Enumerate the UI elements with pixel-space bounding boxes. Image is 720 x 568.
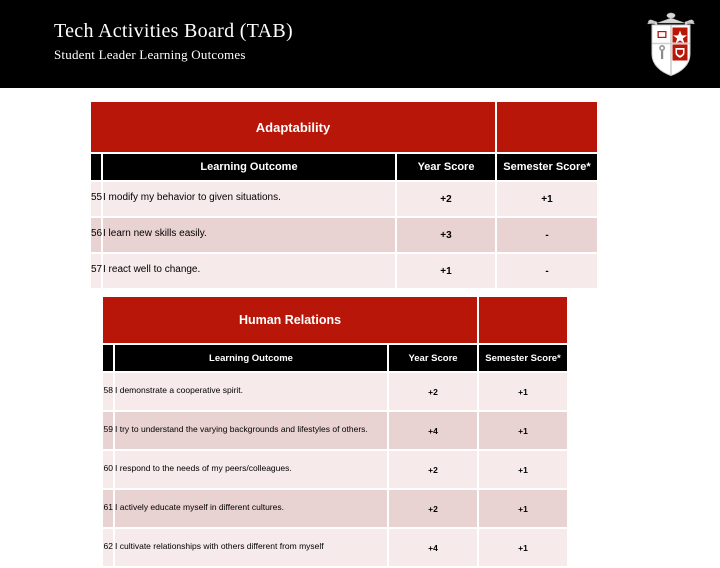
table-adaptability	[89, 100, 599, 290]
page-title: Tech Activities Board (TAB)	[54, 20, 293, 42]
table-row	[91, 182, 597, 216]
table-header-row	[91, 154, 597, 180]
column-header-outcome: Learning Outcome	[103, 154, 395, 180]
row-number: 56	[91, 218, 101, 252]
row-outcome-text: I cultivate relationships with others different from myself	[115, 529, 387, 566]
row-year-score: +4	[389, 412, 477, 449]
table-row	[91, 254, 597, 288]
row-semester-score: -	[497, 218, 597, 252]
table-row	[103, 451, 567, 488]
table-row	[91, 218, 597, 252]
row-number: 55	[91, 182, 101, 216]
table-row	[103, 529, 567, 566]
header-banner	[0, 0, 720, 88]
row-number: 58	[103, 373, 113, 410]
university-crest-icon	[645, 10, 697, 78]
page-subtitle: Student Leader Learning Outcomes	[54, 47, 246, 62]
table-title-row	[91, 102, 597, 152]
row-year-score: +1	[397, 254, 495, 288]
row-outcome-text: I respond to the needs of my peers/colleagues.	[115, 451, 387, 488]
row-year-score: +2	[397, 182, 495, 216]
row-outcome-text: I try to understand the varying backgrounds and lifestyles of others.	[115, 412, 387, 449]
column-header-semester-score: Semester Score*	[497, 154, 597, 180]
row-semester-score: +1	[497, 182, 597, 216]
row-outcome-text: I learn new skills easily.	[103, 218, 395, 252]
column-header-outcome: Learning Outcome	[115, 345, 387, 371]
row-semester-score: +1	[479, 490, 567, 527]
row-semester-score: -	[497, 254, 597, 288]
row-outcome-text: I demonstrate a cooperative spirit.	[115, 373, 387, 410]
table-row	[103, 412, 567, 449]
row-number: 60	[103, 451, 113, 488]
row-number: 62	[103, 529, 113, 566]
table-header-row	[103, 345, 567, 371]
row-semester-score: +1	[479, 412, 567, 449]
table-title: Adaptability	[91, 102, 495, 152]
row-outcome-text: I react well to change.	[103, 254, 395, 288]
column-header-year-score: Year Score	[397, 154, 495, 180]
table-title: Human Relations	[103, 297, 477, 343]
table-row	[103, 373, 567, 410]
row-year-score: +2	[389, 490, 477, 527]
column-header-year-score: Year Score	[389, 345, 477, 371]
row-year-score: +2	[389, 373, 477, 410]
row-semester-score: +1	[479, 373, 567, 410]
table-title-row	[103, 297, 567, 343]
table-title-spacer	[497, 102, 597, 152]
row-year-score: +4	[389, 529, 477, 566]
table-row	[103, 490, 567, 527]
column-header-number	[103, 345, 113, 371]
row-outcome-text: I modify my behavior to given situations.	[103, 182, 395, 216]
row-year-score: +3	[397, 218, 495, 252]
table-title-spacer	[479, 297, 567, 343]
row-year-score: +2	[389, 451, 477, 488]
row-number: 61	[103, 490, 113, 527]
column-header-number	[91, 154, 101, 180]
row-semester-score: +1	[479, 451, 567, 488]
row-semester-score: +1	[479, 529, 567, 566]
row-number: 59	[103, 412, 113, 449]
row-outcome-text: I actively educate myself in different cultures.	[115, 490, 387, 527]
row-number: 57	[91, 254, 101, 288]
table-human-relations	[101, 295, 569, 568]
column-header-semester-score: Semester Score*	[479, 345, 567, 371]
